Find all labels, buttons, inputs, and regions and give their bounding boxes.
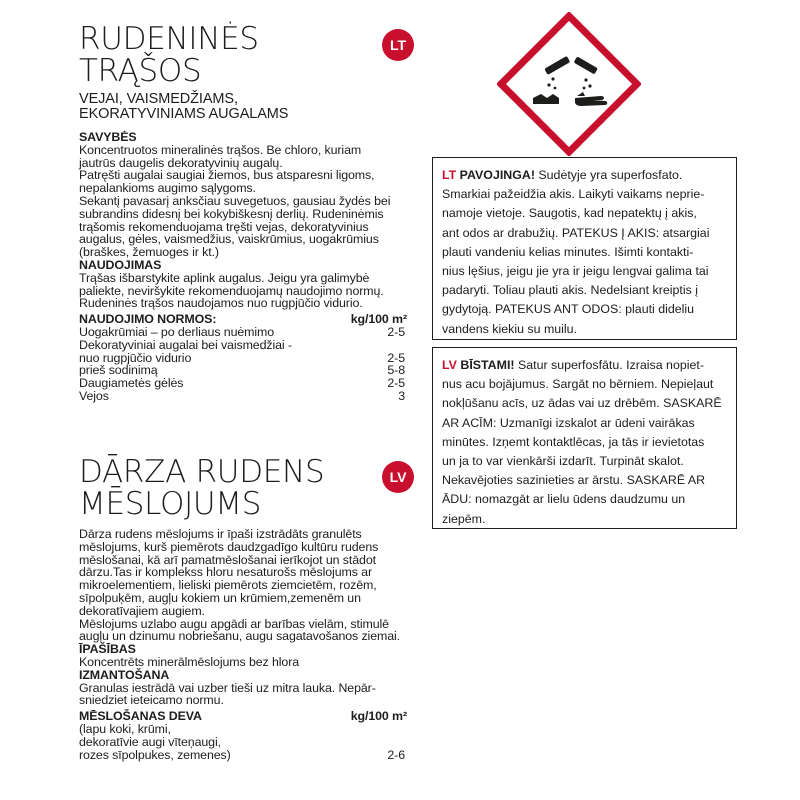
lt-subtitle xyxy=(79,92,288,122)
text-line: plauti vandeniu kelias minutes. Išimti kontakti- xyxy=(442,244,694,259)
warning-box-lt xyxy=(432,157,737,340)
text-line: mēslošanai, kā arī pamatmēslošanai ierīkojot un stādot xyxy=(79,552,376,567)
lv-deva-unit: kg/100 m² xyxy=(350,709,407,724)
row-label: dekoratīvie augi vīteņaugi, xyxy=(79,734,221,749)
lv-title-line2: MĒSLOJUMS xyxy=(79,486,262,522)
text-line: subrandins didesnį bei kokybiškesnį derlių. Rudeninėmis xyxy=(79,206,384,221)
text-line: trąšomis rekomenduojama tręšti vejas, dekoratyvinius xyxy=(79,219,369,234)
text-line: Satur superfosfātu. Izraisa nopiet- xyxy=(517,358,704,372)
text-line: nokļūšanu acīs, uz ādas vai uz drēbēm. SASKARĒ xyxy=(442,396,722,411)
text-line: Koncentruotos mineralinės trąšos. Be chloro, kuriam xyxy=(79,142,362,157)
row-label: Dekoratyviniai augalai bei vaismedžiai - xyxy=(79,337,292,352)
text-line: minūtes. Izņemt kontaktlēcas, ja tās ir ievietotas xyxy=(442,434,705,449)
lv-language-badge: LV xyxy=(382,461,414,493)
table-row xyxy=(79,749,405,762)
lt-normos-unit: kg/100 m² xyxy=(350,312,407,327)
text-line: Koncentrēts minerālmēslojums bez hlora xyxy=(79,654,300,669)
text-line: augalus, gėles, vaismedžius, vaiskrūmius, uogakrūmius xyxy=(79,232,379,247)
text-line: Smarkiai pažeidžia akis. Laikyti vaikams neprie- xyxy=(442,187,705,202)
table-row xyxy=(79,736,405,749)
corrosive-hazard-icon xyxy=(497,12,641,156)
text-line: Granulas iestrādā vai uzber tieši uz mitra lauka. Nepār- xyxy=(79,680,376,695)
table-row xyxy=(79,390,405,403)
lv-izmantosana-heading: IZMANTOŠANA xyxy=(79,667,170,682)
warning-lt-code: LT xyxy=(442,168,457,182)
row-value: 2-5 xyxy=(387,376,405,391)
text-line: augļu un dzinumu nobriešanu, augu sagatavošanos ziemai. xyxy=(79,629,401,644)
warning-lv-signal: BĪSTAMI! xyxy=(460,358,515,372)
text-line: Rudeninės trąšos naudojamos nuo rugpjūčio vidurio. xyxy=(79,296,363,311)
warning-lv-code: LV xyxy=(442,358,457,372)
text-line: (braškes, žemuoges ir kt.) xyxy=(79,245,219,260)
text-line: ziepēm. xyxy=(442,511,486,526)
text-line: sniedziet ieteicamo normu. xyxy=(79,693,224,708)
lv-title-line1: DĀRZA RUDENS xyxy=(79,454,325,490)
text-line: Dārza rudens mēslojums ir īpaši izstrādāts granulēts xyxy=(79,527,362,541)
lv-deva-heading: MĒSLOŠANAS DEVA xyxy=(79,709,202,724)
text-line: un ja to var vienkārši izdarīt. Turpināt skalot. xyxy=(442,454,684,469)
text-line: gydytoją. PATEKUS ANT ODOS: plauti dideliu xyxy=(442,302,695,317)
lt-language-badge: LT xyxy=(382,29,414,61)
row-label: prieš sodinimą xyxy=(79,363,158,378)
row-label: Uogakrūmiai – po derliaus nuėmimo xyxy=(79,324,275,339)
text-line: jautrūs daugelis dekoratyvinių augalų. xyxy=(79,155,283,170)
text-line: ant odos ar drabužių. PATEKUS Į AKIS: atsargiai xyxy=(442,225,710,240)
row-value: 2-6 xyxy=(387,747,405,762)
lt-body xyxy=(79,131,409,403)
text-line: nius lęšius, jeigu jie yra ir jeigu lengvai galima tai xyxy=(442,264,709,279)
lt-savybes-heading: SAVYBĖS xyxy=(79,130,137,144)
text-line: vandens kiekiu su muilu. xyxy=(442,321,577,336)
table-row xyxy=(79,723,405,736)
lt-subtitle-line1: VEJAI, VAISMEDŽIAMS, xyxy=(79,91,238,107)
text-line: Sudėtyje yra superfosfato. xyxy=(538,168,683,182)
warning-lt-signal: PAVOJINGA! xyxy=(459,168,535,182)
text-line: dekoratīvajiem augiem. xyxy=(79,603,205,618)
lt-title-line2: TRĄŠOS xyxy=(79,53,202,89)
text-line: namoje vietoje. Saugotis, kad nepatektų į akis, xyxy=(442,206,697,221)
table-row xyxy=(79,377,405,390)
text-line: padaryti. Toliau plauti akis. Nedelsiant kreiptis į xyxy=(442,283,698,298)
lv-title xyxy=(79,456,324,520)
lt-title-line1: RUDENINĖS xyxy=(79,21,259,57)
row-label: nuo rugpjūčio vidurio xyxy=(79,350,192,365)
table-row xyxy=(79,339,405,352)
text-line: dārzu.Tas ir komplekss hloru nesaturošs mēslojums ar xyxy=(79,565,372,580)
text-line: Mēslojums uzlabo augu apgādi ar barības vielām, stimulē xyxy=(79,616,389,631)
lt-title xyxy=(79,23,259,87)
table-row xyxy=(79,326,405,339)
text-line: Nekavējoties sazinieties ar ārstu. SASKARĒ AR xyxy=(442,473,706,488)
text-line: paliekte, neviršykite rekomenduojamų naudojimo normų. xyxy=(79,283,384,298)
lt-subtitle-line2: EKORATYVINIAMS AUGALAMS xyxy=(79,106,289,122)
row-value: 5-8 xyxy=(387,363,405,378)
lv-body xyxy=(79,528,419,761)
lt-naudojimas-heading: NAUDOJIMAS xyxy=(79,257,162,272)
text-line: nus acu bojājumus. Sargāt no bērniem. Nepieļaut xyxy=(442,377,714,392)
row-label: rozes sīpolpukes, zemenes) xyxy=(79,747,231,762)
text-line: Sekantį pavasarį anksčiau suvegetuos, gausiau žydės bei xyxy=(79,193,391,208)
text-line: mēslojums, kurš piemērots daudzgadīgo kultūru rudens xyxy=(79,539,379,554)
lt-normos-heading: NAUDOJIMO NORMOS: xyxy=(79,312,217,327)
row-label: Vejos xyxy=(79,388,109,403)
lv-ipasibas-heading: ĪPAŠĪBAS xyxy=(79,642,136,657)
text-line: Patręšti augalai saugiai žiemos, bus atsparesni ligoms, xyxy=(79,168,375,183)
warning-box-lv xyxy=(432,347,737,529)
row-value: 3 xyxy=(398,388,405,403)
text-line: mikroelementiem, lieliski piemērots ziemcietēm, rozēm, xyxy=(79,578,377,593)
text-line: AR ACĪM: Uzmanīgi izskalot ar ūdeni vairākas xyxy=(442,415,695,430)
text-line: sīpolpuķēm, augļu kokiem un krūmiem,zemenēm un xyxy=(79,590,361,605)
lv-deva-table xyxy=(79,723,405,761)
row-label: (lapu koki, krūmi, xyxy=(79,721,171,736)
text-line: ĀDU: nomazgāt ar lielu ūdens daudzumu un xyxy=(442,492,686,507)
row-value: 2-5 xyxy=(387,350,405,365)
lt-normos-table xyxy=(79,326,405,403)
text-line: nepalankioms augimo sąlygoms. xyxy=(79,181,256,196)
text-line: Trąšas išbarstykite aplink augalus. Jeigu yra galimybė xyxy=(79,270,370,285)
row-value: 2-5 xyxy=(387,324,405,339)
row-label: Daugiametės gėlės xyxy=(79,376,184,391)
